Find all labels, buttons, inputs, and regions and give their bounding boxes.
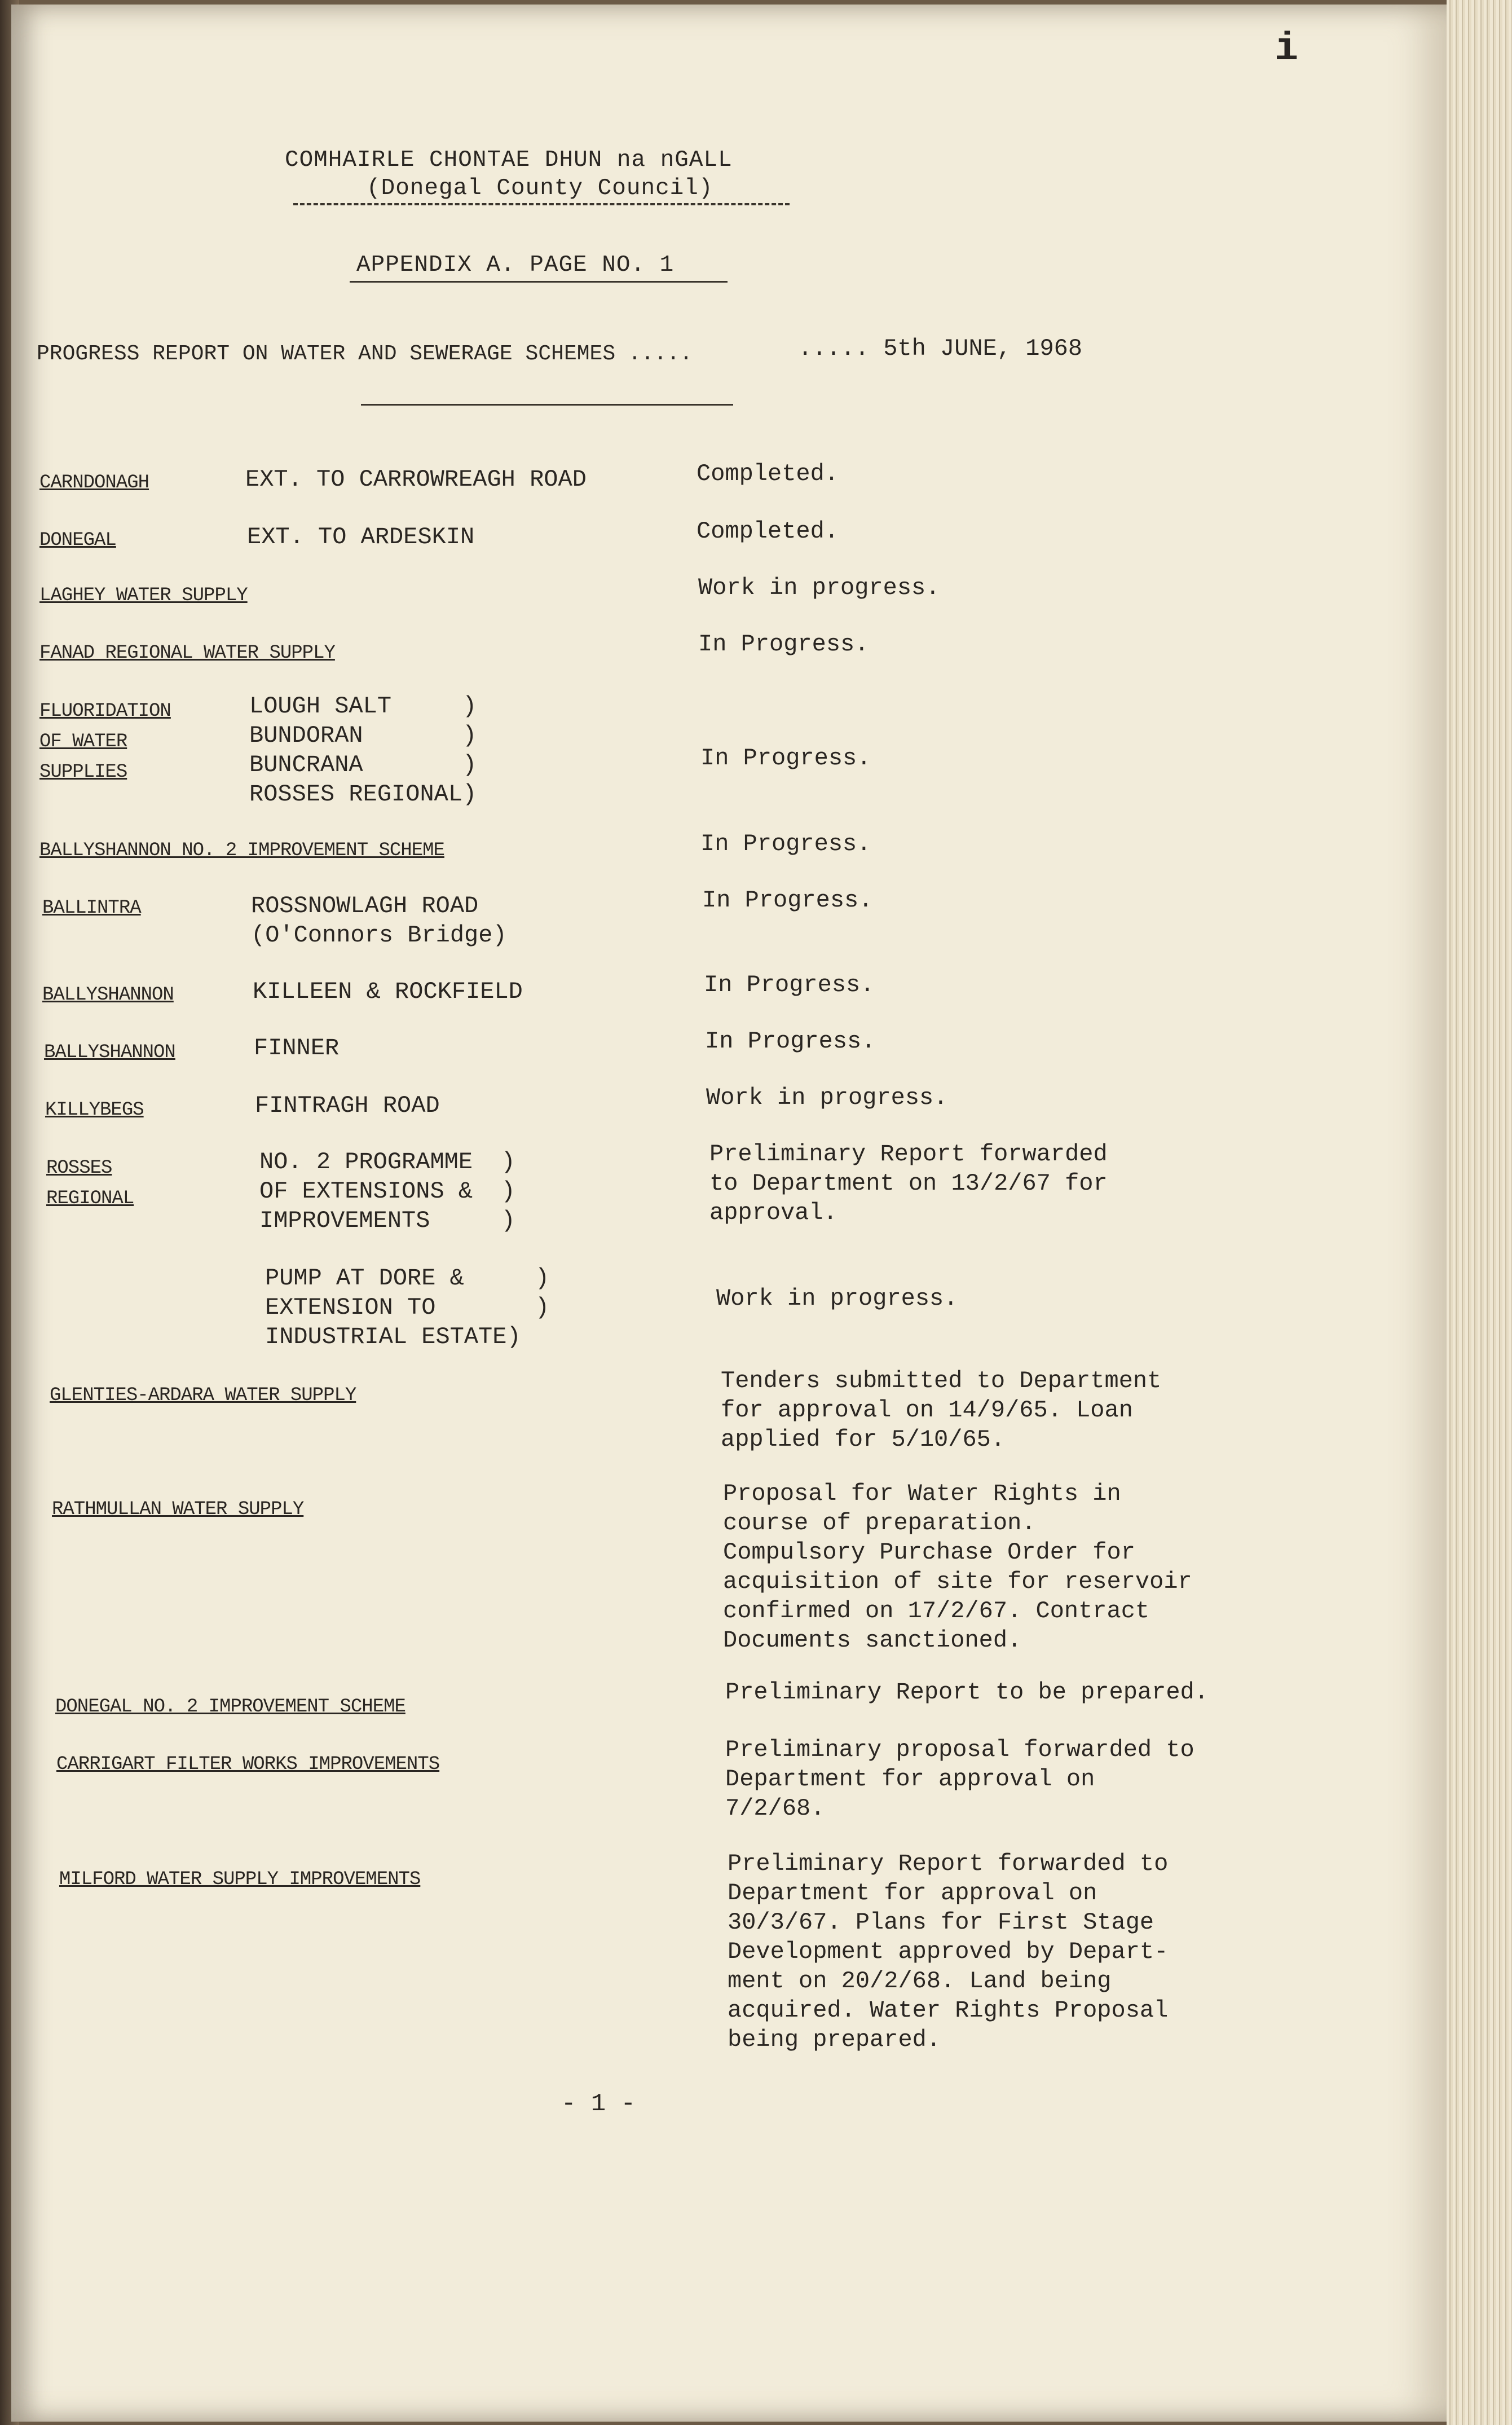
row-status: Preliminary Report to be prepared.: [725, 1679, 1209, 1706]
row-location: CARRIGART FILTER WORKS IMPROVEMENTS: [56, 1754, 440, 1775]
row-status: Work in progress.: [706, 1084, 948, 1111]
row-location: CARNDONAGH: [39, 472, 149, 494]
row-location: LAGHEY WATER SUPPLY: [39, 585, 248, 606]
row-description: FINTRAGH ROAD: [255, 1092, 440, 1119]
council-english-name: (Donegal County Council): [367, 175, 713, 201]
row-description: EXT. TO CARROWREAGH ROAD: [245, 466, 587, 493]
row-location: FANAD REGIONAL WATER SUPPLY: [39, 642, 335, 664]
row-status: Preliminary proposal forwarded to Department for approval on 7/2/68.: [725, 1736, 1194, 1822]
row-location: GLENTIES-ARDARA WATER SUPPLY: [50, 1385, 356, 1406]
title-rule: [361, 404, 733, 406]
row-location: BALLYSHANNON: [42, 984, 174, 1006]
row-location: ROSSES REGIONAL: [46, 1158, 134, 1209]
row-location: BALLINTRA: [42, 897, 141, 919]
row-location: MILFORD WATER SUPPLY IMPROVEMENTS: [59, 1869, 421, 1890]
row-status: In Progress.: [700, 830, 871, 857]
row-description: NO. 2 PROGRAMME ) OF EXTENSIONS & ) IMPROVEMENTS ): [259, 1148, 515, 1234]
row-location: KILLYBEGS: [45, 1099, 144, 1121]
row-status: Work in progress.: [698, 574, 940, 601]
row-description: FINNER: [254, 1035, 340, 1062]
page-number: - 1 -: [561, 2090, 636, 2118]
page-edges: [1447, 0, 1512, 2425]
row-status: In Progress.: [702, 887, 873, 914]
row-status: In Progress.: [705, 1028, 876, 1055]
row-description: PUMP AT DORE & ) EXTENSION TO ) INDUSTRIAL ESTATE): [265, 1265, 550, 1350]
appendix-heading: APPENDIX A. PAGE NO. 1: [356, 252, 675, 278]
row-location: DONEGAL: [39, 530, 116, 551]
row-status: Preliminary Report forwarded to Department on 13/2/67 for approval.: [709, 1141, 1108, 1226]
report-title: PROGRESS REPORT ON WATER AND SEWERAGE SCHEMES .....: [37, 342, 693, 366]
row-description: KILLEEN & ROCKFIELD: [253, 978, 523, 1005]
row-status: In Progress.: [704, 971, 875, 998]
row-status: Completed.: [697, 518, 839, 545]
row-location: DONEGAL NO. 2 IMPROVEMENT SCHEME: [55, 1696, 405, 1718]
row-description: ROSSNOWLAGH ROAD (O'Connors Bridge): [251, 892, 507, 949]
report-date: ..... 5th JUNE, 1968: [798, 335, 1083, 362]
row-description: LOUGH SALT ) BUNDORAN ) BUNCRANA ) ROSSES REGIONAL): [249, 693, 477, 808]
row-status: In Progress.: [700, 745, 871, 772]
council-irish-name: COMHAIRLE CHONTAE DHUN na nGALL: [285, 147, 733, 173]
document-page: [11, 5, 1447, 2422]
row-location: RATHMULLAN WATER SUPPLY: [52, 1499, 304, 1520]
row-location: FLUORIDATION OF WATER SUPPLIES: [39, 701, 171, 783]
header-underline: [293, 203, 790, 205]
row-status: In Progress.: [698, 631, 869, 658]
row-status: Tenders submitted to Department for approval on 14/9/65. Loan applied for 5/10/65.: [721, 1367, 1162, 1453]
row-description: EXT. TO ARDESKIN: [247, 523, 475, 551]
appendix-underline: [350, 281, 728, 283]
row-status: Work in progress.: [716, 1285, 958, 1312]
row-status: Preliminary Report forwarded to Department for approval on 30/3/67. Plans for First Stage Development approved by Depart- ment on 20/2/68. Land being acquired. Water Rights Proposal being prepared.: [728, 1850, 1169, 2053]
row-status: Proposal for Water Rights in course of preparation. Compulsory Purchase Order for acquisition of site for reservoir confirmed on 17/2/67. Contract Documents sanctioned.: [723, 1480, 1192, 1654]
row-location: BALLYSHANNON NO. 2 IMPROVEMENT SCHEME: [39, 840, 444, 861]
row-location: BALLYSHANNON: [44, 1042, 175, 1063]
corner-mark: i: [1275, 27, 1299, 72]
row-status: Completed.: [697, 460, 839, 487]
